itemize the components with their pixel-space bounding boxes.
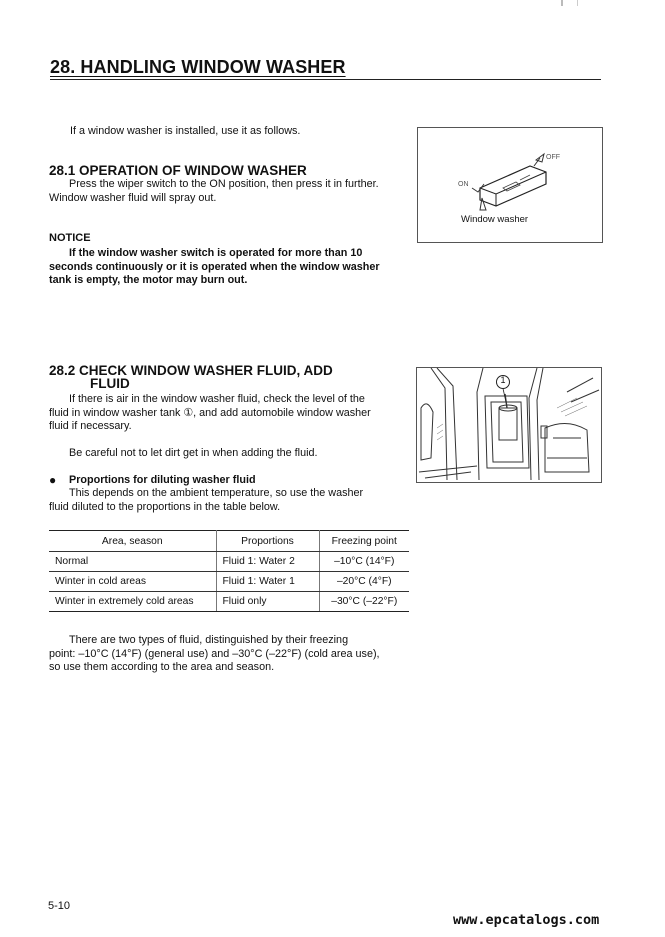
proportions-line2: fluid diluted to the proportions in the table below. — [49, 501, 281, 513]
notice-line3: tank is empty, the motor may burn out. — [49, 274, 248, 286]
page-number: 5-10 — [48, 900, 71, 912]
figure-1-caption: Window washer — [461, 214, 529, 225]
section-1-line1: Press the wiper switch to the ON position, then press it in further. — [69, 178, 379, 190]
cell-proportions: Fluid 1: Water 2 — [216, 552, 319, 572]
notice-line1: If the window washer switch is operated for more than 10 — [69, 247, 363, 259]
cell-area: Winter in extremely cold areas — [49, 592, 216, 612]
corner-mark — [561, 0, 578, 6]
header-freezing-point: Freezing point — [319, 531, 409, 552]
notice-heading: NOTICE — [49, 232, 91, 244]
off-label: OFF — [546, 154, 560, 161]
dilution-table — [49, 530, 409, 612]
section-2-line4: Be careful not to let dirt get in when adding the fluid. — [69, 447, 318, 459]
cell-proportions: Fluid 1: Water 1 — [216, 572, 319, 592]
table-header-row — [49, 531, 409, 552]
intro-text: If a window washer is installed, use it as follows. — [70, 125, 301, 137]
title-rule — [50, 79, 601, 80]
bullet-dot: ● — [49, 473, 57, 487]
cab-interior-illustration — [417, 368, 601, 482]
website-link[interactable]: www.epcatalogs.com — [453, 912, 600, 928]
closing-line3: so use them according to the area and season. — [49, 661, 275, 673]
figure-washer-tank — [416, 367, 602, 483]
on-label: ON — [458, 181, 469, 188]
cell-area: Winter in cold areas — [49, 572, 216, 592]
proportions-line1: This depends on the ambient temperature, so use the washer — [69, 487, 364, 499]
figure-window-washer-switch — [417, 127, 603, 243]
table-row — [49, 552, 409, 572]
table-row — [49, 592, 409, 612]
page-title: 28. HANDLING WINDOW WASHER — [50, 57, 346, 77]
cell-freezing: –10°C (14°F) — [319, 552, 409, 572]
table-row — [49, 572, 409, 592]
section-2-line2: fluid in window washer tank ①, and add automobile window washer — [49, 407, 371, 419]
section-2-heading: 28.2 CHECK WINDOW WASHER FLUID, ADD — [49, 363, 333, 378]
cell-freezing: –30°C (–22°F) — [319, 592, 409, 612]
section-1-line2: Window washer fluid will spray out. — [49, 192, 217, 204]
cell-proportions: Fluid only — [216, 592, 319, 612]
header-area-season: Area, season — [49, 531, 216, 552]
cell-freezing: –20°C (4°F) — [319, 572, 409, 592]
header-proportions: Proportions — [216, 531, 319, 552]
cell-area: Normal — [49, 552, 216, 572]
proportions-title: Proportions for diluting washer fluid — [69, 474, 256, 486]
closing-line1: There are two types of fluid, distinguished by their freezing — [69, 634, 349, 646]
notice-line2: seconds continuously or it is operated when the window washer — [49, 261, 380, 273]
closing-line2: point: –10°C (14°F) (general use) and –30°C (–22°F) (cold area use), — [49, 648, 380, 660]
section-1-heading: 28.1 OPERATION OF WINDOW WASHER — [49, 163, 307, 178]
section-2-heading-cont: FLUID — [90, 376, 130, 391]
section-2-line1: If there is air in the window washer fluid, check the level of the — [69, 393, 365, 405]
callout-1-label: 1 — [500, 375, 506, 385]
section-2-line3: fluid if necessary. — [49, 420, 132, 432]
